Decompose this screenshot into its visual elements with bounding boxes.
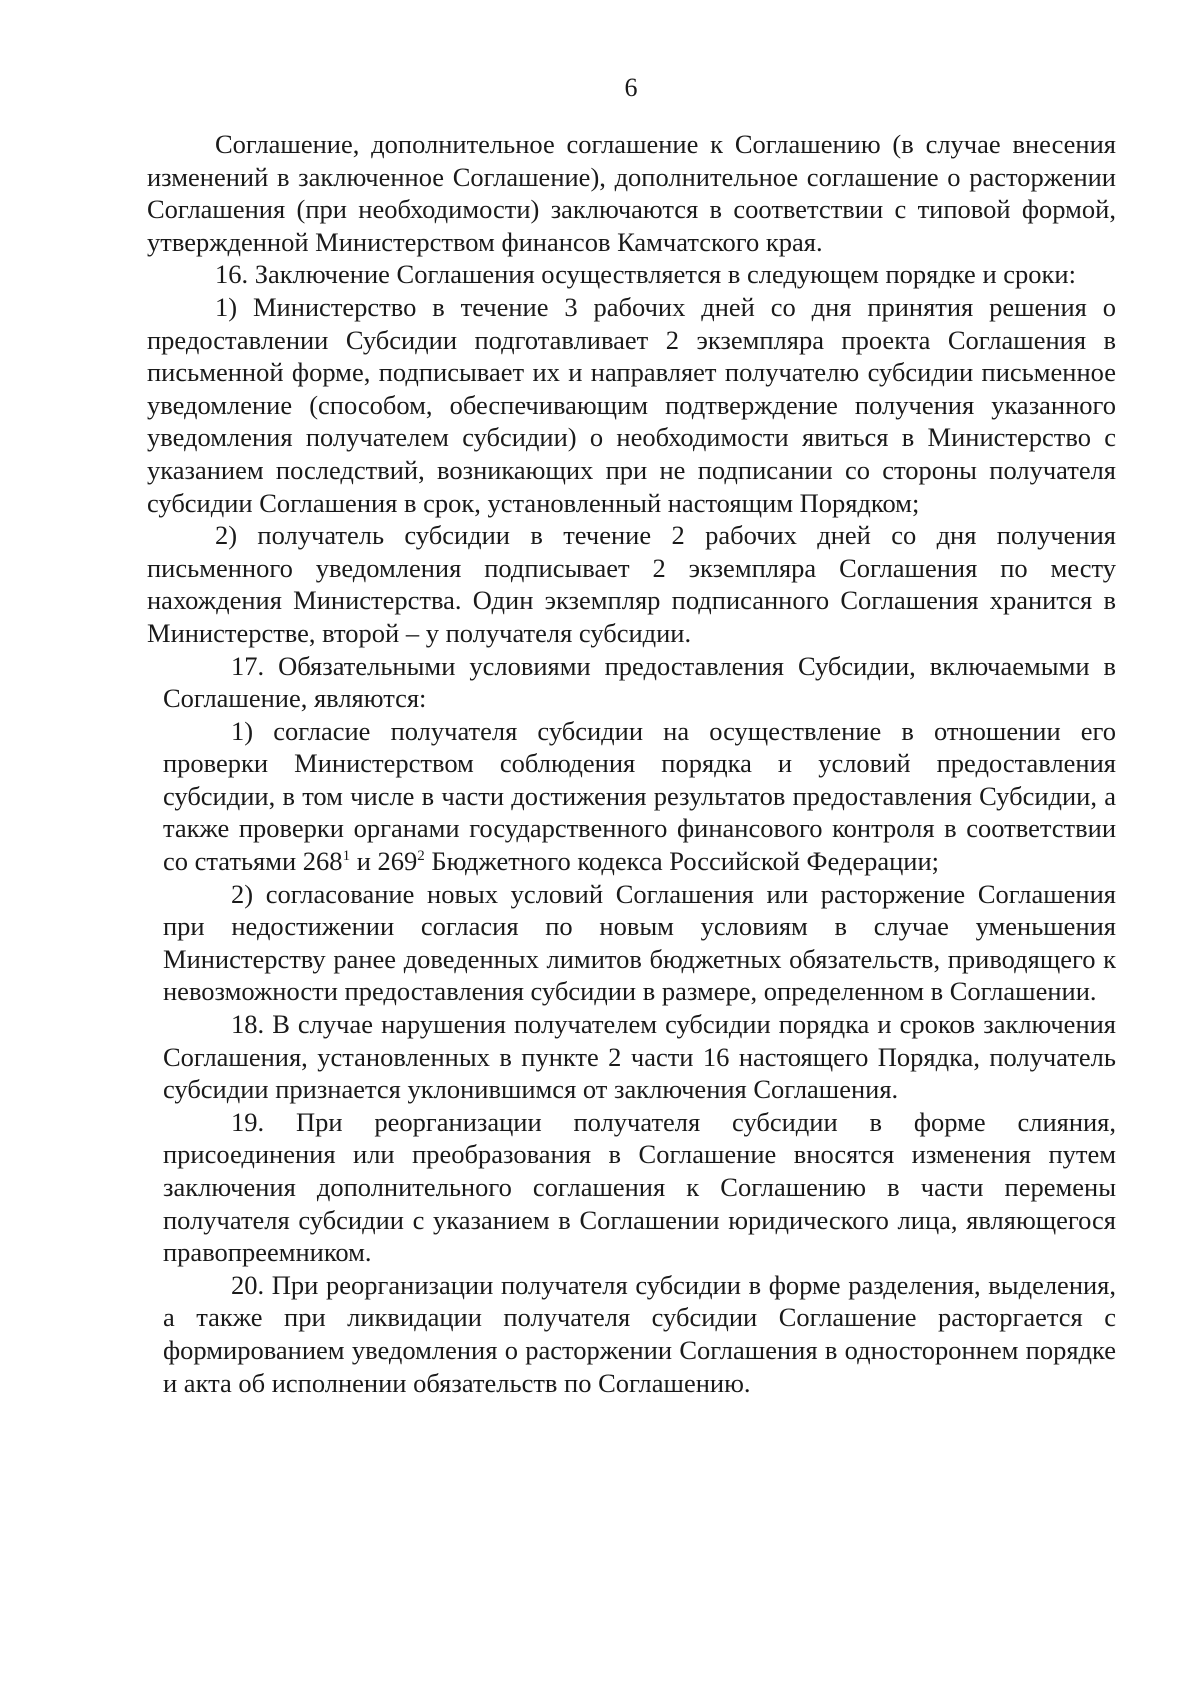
paragraph-17-item-1-text-c: Бюджетного кодекса Российской Федерации; — [424, 846, 940, 877]
paragraph-17-item-1-text-b: и 269 — [350, 846, 418, 877]
paragraph-20: 20. При реорганизации получателя субсидии в форме разделения, выделения, а также при ликвидации получателя субсидии Соглашение расторгается с формированием уведомления о расторжении Соглашения в одностороннем порядке и акта об исполнении обязательств по Соглашению. — [163, 1269, 1116, 1398]
paragraph-16-item-1: 1) Министерство в течение 3 рабочих дней со дня принятия решения о предоставлении Субсидии подготавливает 2 экземпляра проекта Соглашения в письменной форме, подписывает их и направляет получателю субсидии письменное уведомление (способом, обеспечивающим подтверждение получения указанного уведомления получателем субсидии) о необходимости явиться в Министерство с указанием последствий, возникающих при не подписании со стороны получателя субсидии Соглашения в срок, установленный настоящим Порядком; — [147, 291, 1116, 518]
paragraph-17-item-2: 2) согласование новых условий Соглашения или расторжение Соглашения при недостижении согласия по новым условиям в случае уменьшения Министерству ранее доведенных лимитов бюджетных обязательств, приводящего к невозможности предоставления субсидии в размере, определенном в Соглашении. — [163, 878, 1116, 1007]
paragraph-17: 17. Обязательными условиями предоставления Субсидии, включаемыми в Соглашение, являются: — [163, 650, 1116, 714]
paragraph-18: 18. В случае нарушения получателем субсидии порядка и сроков заключения Соглашения, установленных в пункте 2 части 16 настоящего Порядка, получатель субсидии признается уклонившимся от заключения Соглашения. — [163, 1009, 1116, 1105]
superscript-article-269: 2 — [417, 848, 425, 865]
paragraph-17-item-1-text-a: 1) согласие получателя субсидии на осуществление в отношении его проверки Министерством соблюдения порядка и условий предоставления субсидии, в том числе в части достижения результатов предоставления Субсидии, а также проверки органами государственного финансового контроля в соответствии со статьями 268 — [163, 715, 1116, 877]
paragraph-17-item-1 — [163, 715, 1116, 878]
paragraph-16-item-2: 2) получатель субсидии в течение 2 рабочих дней со дня получения письменного уведомления подписывает 2 экземпляра Соглашения по месту нахождения Министерства. Один экземпляр подписанного Соглашения хранится в Министерстве, второй – у получателя субсидии. — [147, 520, 1116, 648]
paragraph-19: 19. При реорганизации получателя субсидии в форме слияния, присоединения или преобразования в Соглашение вносятся изменения путем заключения дополнительного соглашения к Соглашению в части перемены получателя субсидии с указанием в Соглашении юридического лица, являющегося правопреемником. — [163, 1106, 1116, 1268]
paragraph-agreement-forms: Соглашение, дополнительное соглашение к Соглашению (в случае внесения изменений в заключенное Соглашение), дополнительное соглашение о расторжении Соглашения (при необходимости) заключаются в соответствии с типовой формой, утвержденной Министерством финансов Камчатского края. — [147, 129, 1116, 257]
superscript-article-268: 1 — [342, 848, 351, 865]
page-number: 6 — [624, 73, 638, 102]
paragraph-16: 16. Заключение Соглашения осуществляется в следующем порядке и сроки: — [215, 259, 1076, 290]
document-body — [147, 128, 1116, 1399]
